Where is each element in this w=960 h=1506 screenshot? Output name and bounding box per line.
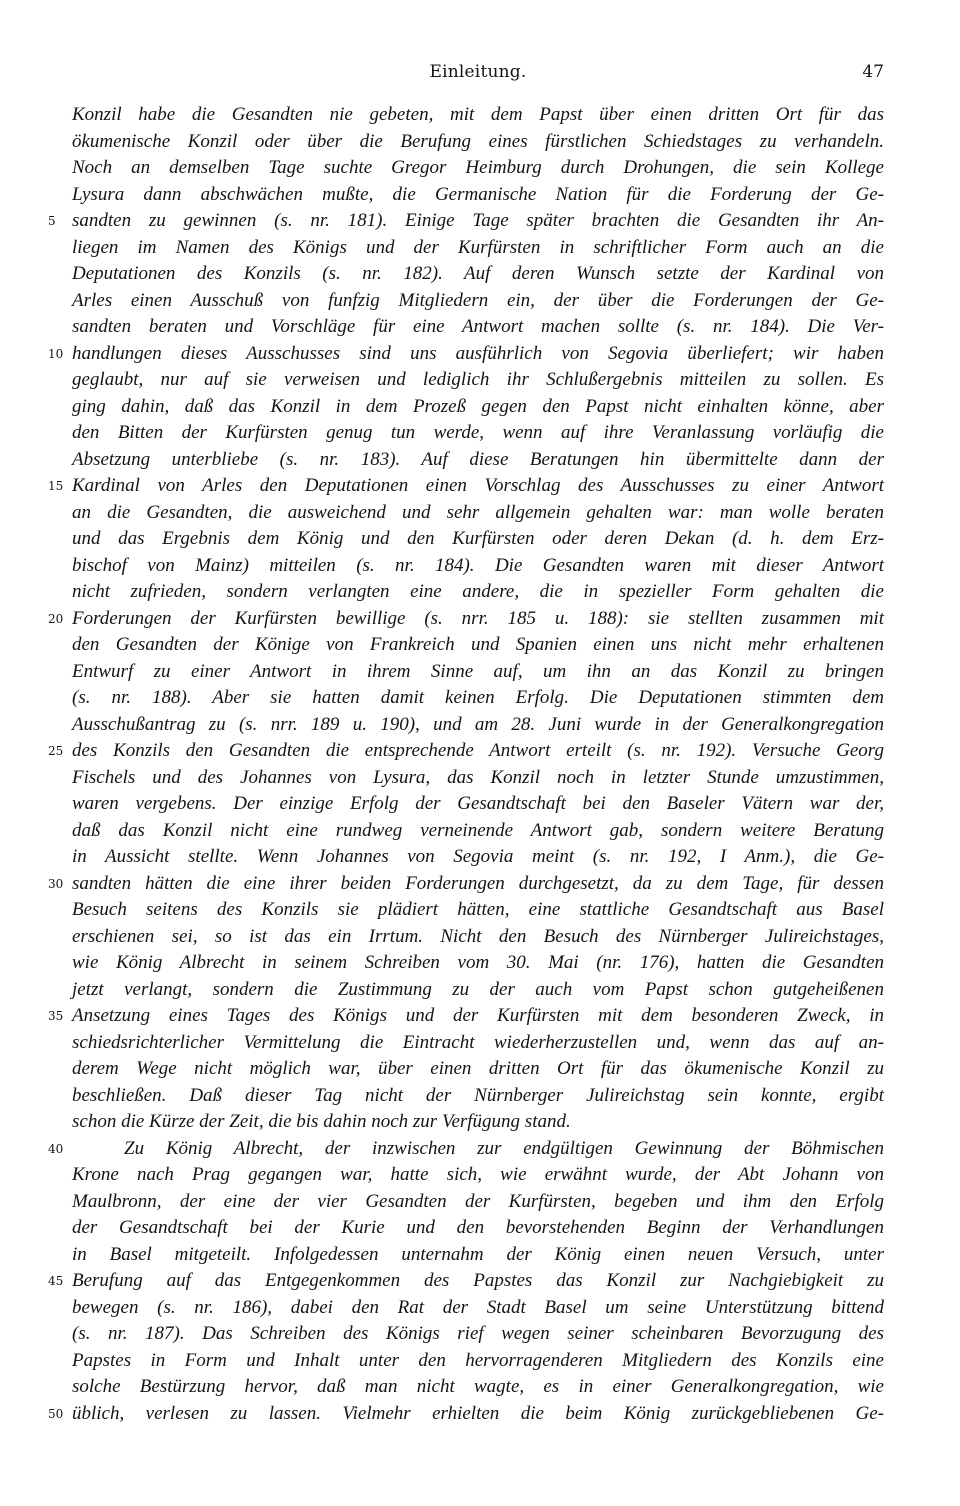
text-line [72,1162,884,1189]
line-text: Krone nach Prag gegangen war, hatte sich, wie erwähnt wurde, der Abt Johann von [72,1164,884,1185]
text-line [72,1242,884,1269]
line-text: bischof von Mainz) mitteilen (s. nr. 184). Die Gesandten waren mit dieser Antwort [72,554,884,576]
line-text: handlungen dieses Ausschusses sind uns ausführlich von Segovia überliefert; wir haben [72,342,884,364]
line-text: den Bitten der Kurfürsten genug tun werde, wenn auf ihre Veranlassung vorläufig die [72,422,884,443]
text-line [72,1056,884,1083]
line-text: an die Gesandten, die ausweichend und sehr allgemein gehalten war: man wolle beraten [72,501,884,523]
line-number: 30 [48,876,64,891]
body-text [48,102,884,1427]
text-line [72,977,884,1004]
text-line [72,897,884,924]
line-text: üblich, verlesen zu lassen. Vielmehr erhielten die beim König zurückgebliebenen Ge- [72,1402,884,1424]
line-text: sandten zu gewinnen (s. nr. 181). Einige Tage später brachten die Gesandten ihr An- [72,210,884,231]
line-text: beschließen. Daß dieser Tag nicht der Nürnberger Julireichstag sein konnte, ergibt [72,1084,884,1106]
line-text: des Konzils den Gesandten die entsprechende Antwort erteilt (s. nr. 192). Versuche Georg [72,740,884,761]
line-text: erschienen sei, so ist das ein Irrtum. Nicht den Besuch des Nürnberger Julireichstages, [72,925,884,947]
line-text: geglaubt, nur auf sie verweisen und lediglich ihr Schlußergebnis mitteilen zu sollen. Es [72,369,884,390]
text-line [72,712,884,739]
line-text: und das Ergebnis dem König und den Kurfürsten oder deren Dekan (d. h. dem Erz- [72,528,884,549]
text-line [72,367,884,394]
running-title: Einleitung. [429,62,527,82]
line-number: 45 [48,1274,64,1288]
text-line [72,314,884,341]
text-line [72,526,884,553]
line-text: Konzil habe die Gesandten nie gebeten, mit dem Papst über einen dritten Ort für das [72,104,884,125]
line-text: Ansetzung eines Tages des Königs und der Kurfürsten mit dem besonderen Zweck, in [72,1005,884,1026]
text-line [72,1295,884,1322]
line-text: schiedsrichterlicher Vermittelung die Eintracht wiederherzustellen und, wenn das auf an- [72,1031,884,1053]
text-line [48,341,884,368]
line-text: ökumenische Konzil oder über die Berufung eines fürstlichen Schiedstages zu verhandeln. [72,130,884,152]
text-line [72,950,884,977]
text-line [72,1030,884,1057]
text-line [72,1321,884,1348]
line-text: wie König Albrecht in seinem Schreiben vom 30. Mai (nr. 176), hatten die Gesandten [72,952,884,973]
line-text: den Gesandten der Könige von Frankreich und Spanien einen uns nicht mehr erhaltenen [72,634,884,655]
text-line [72,924,884,951]
line-text: liegen im Namen des Königs und der Kurfürsten in schriftlicher Form auch an die [72,236,884,258]
line-text: ging dahin, daß das Konzil in dem Prozeß gegen den Papst nicht einhalten könne, aber [72,395,884,417]
line-text: in Basel mitgeteilt. Infolgedessen unternahm der König einen neuen Versuch, unter [72,1243,884,1265]
line-text: Zu König Albrecht, der inzwischen zur endgültigen Gewinnung der Böhmischen [124,1137,884,1159]
text-line [48,738,884,765]
line-text: Maulbronn, der eine der vier Gesandten der Kurfürsten, begeben und ihm den Erfolg [72,1190,884,1212]
text-line [72,765,884,792]
line-text: (s. nr. 188). Aber sie hatten damit keinen Erfolg. Die Deputationen stimmten dem [72,687,884,708]
text-line [72,1348,884,1375]
line-text: in Aussicht stellte. Wenn Johannes von Segovia meint (s. nr. 192, I Anm.), die Ge- [72,846,884,867]
text-line [48,208,884,235]
text-line [72,1189,884,1216]
text-line [48,1136,884,1163]
text-line [72,129,884,156]
line-text: derem Wege nicht möglich war, über einen dritten Ort für das ökumenische Konzil zu [72,1058,884,1079]
line-text: Forderungen der Kurfürsten bewillige (s. nrr. 185 u. 188): sie stellten zusammen mit [72,607,884,629]
line-text: Besuch seitens des Konzils sie plädiert hätten, eine stattliche Gesandtschaft aus Basel [72,899,884,920]
line-number: 20 [48,611,64,626]
text-line [72,261,884,288]
text-line [72,500,884,527]
text-line [72,102,884,129]
text-line [48,1268,884,1295]
text-line [72,235,884,262]
line-text: Noch an demselben Tage suchte Gregor Heimburg durch Drohungen, die sein Kollege [72,157,884,178]
line-text: sandten beraten und Vorschläge für eine Antwort machen sollte (s. nr. 184). Die Ver- [72,316,884,337]
text-line [72,579,884,606]
page-number: 47 [862,62,884,82]
line-number: 5 [48,214,56,228]
line-text: Arles einen Ausschuß von funfzig Mitgliedern ein, der über die Forderungen der Ge- [72,289,884,311]
line-text: nicht zufrieden, sondern verlangten eine andere, die in spezieller Form gehalten die [72,581,884,602]
line-text: Deputationen des Konzils (s. nr. 182). Auf deren Wunsch setzte der Kardinal von [72,263,884,284]
line-number: 15 [48,479,64,493]
text-line [48,1401,884,1428]
line-text: daß das Konzil nicht eine rundweg verneinende Antwort gab, sondern weitere Beratung [72,819,884,841]
line-text: sandten hätten die eine ihrer beiden Forderungen durchgesetzt, da zu dem Tage, für dessen [72,872,884,894]
line-text: Ausschußantrag zu (s. nrr. 189 u. 190), und am 28. Juni wurde in der Generalkongregation [72,713,884,735]
line-text: schon die Kürze der Zeit, die bis dahin noch zur Verfügung stand. [72,1111,571,1132]
text-line [72,182,884,209]
line-text: solche Bestürzung hervor, daß man nicht wagte, es in einer Generalkongregation, wie [72,1376,884,1397]
line-number: 25 [48,744,64,758]
text-line [72,659,884,686]
text-line [72,685,884,712]
text-line [72,1374,884,1401]
text-line [48,473,884,500]
line-text: Fischels und des Johannes von Lysura, das Konzil noch in letzter Stunde umzustimmen, [72,766,884,788]
line-text: der Gesandtschaft bei der Kurie und den bevorstehenden Beginn der Verhandlungen [72,1217,884,1238]
text-line [72,288,884,315]
text-line [72,1109,884,1136]
text-line [48,871,884,898]
text-line [48,606,884,633]
line-text: Entwurf zu einer Antwort in ihrem Sinne auf, um ihn an das Konzil zu bringen [72,660,884,682]
line-number: 10 [48,346,64,361]
text-line [72,447,884,474]
text-line [48,1003,884,1030]
line-text: Lysura dann abschwächen mußte, die Germanische Nation für die Forderung der Ge- [72,183,884,205]
text-line [72,844,884,871]
text-line [72,155,884,182]
page-header [72,58,884,88]
line-number: 50 [48,1406,64,1421]
text-line [72,420,884,447]
text-line [72,553,884,580]
line-text: Kardinal von Arles den Deputationen einen Vorschlag des Ausschusses zu einer Antwort [72,475,884,496]
line-text: waren vergebens. Der einzige Erfolg der Gesandtschaft bei den Baseler Vätern war der, [72,793,884,814]
text-line [72,394,884,421]
line-text: jetzt verlangt, sondern die Zustimmung zu der auch vom Papst schon gutgeheißenen [72,978,884,1000]
line-text: (s. nr. 187). Das Schreiben des Königs rief wegen seiner scheinbaren Bevorzugung des [72,1323,884,1344]
line-text: Berufung auf das Entgegenkommen des Papstes das Konzil zur Nachgiebigkeit zu [72,1270,884,1291]
text-line [72,1083,884,1110]
line-text: bewegen (s. nr. 186), dabei den Rat der Stadt Basel um seine Unterstützung bittend [72,1296,884,1318]
text-line [72,1215,884,1242]
text-line [72,632,884,659]
line-number: 35 [48,1009,64,1023]
text-line [72,791,884,818]
line-text: Absetzung unterbliebe (s. nr. 183). Auf diese Beratungen hin übermittelte dann der [72,448,884,470]
line-number: 40 [48,1141,64,1156]
text-line [72,818,884,845]
line-text: Papstes in Form und Inhalt unter den hervorragenderen Mitgliedern des Konzils eine [72,1349,884,1371]
